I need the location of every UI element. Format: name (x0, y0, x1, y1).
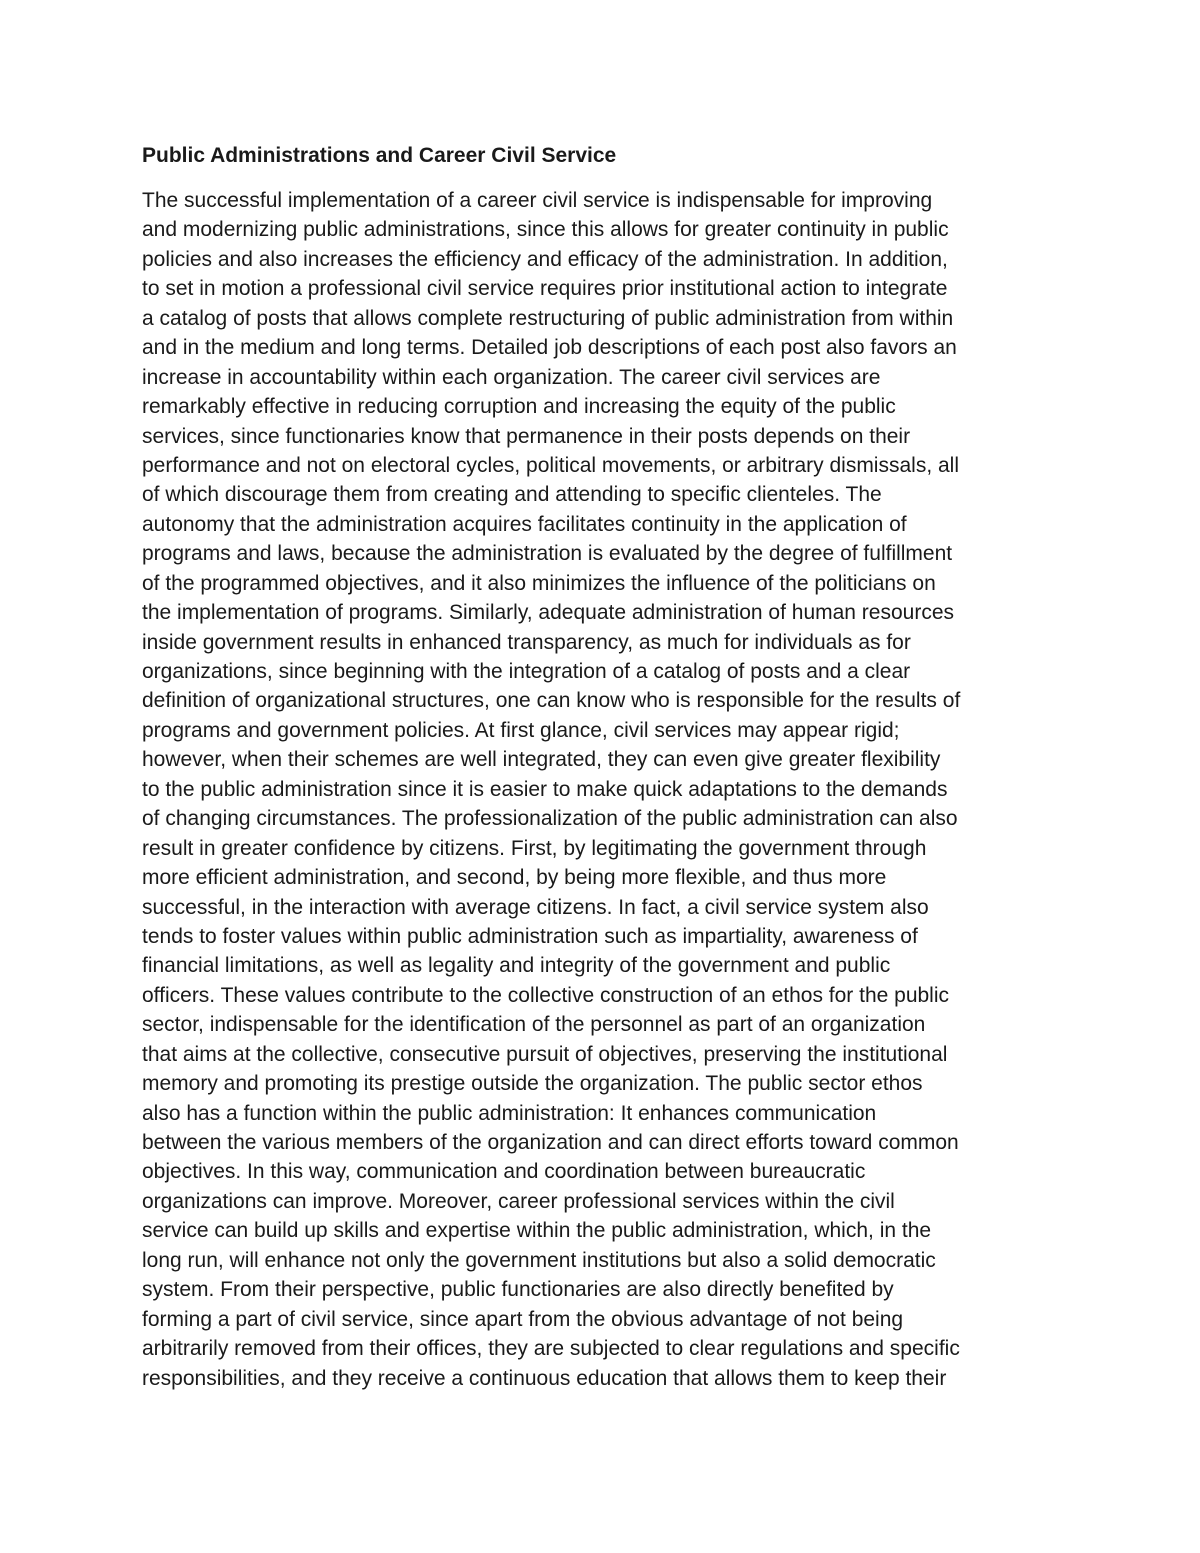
body-line: objectives. In this way, communication and coordination between bureaucratic (142, 1160, 866, 1184)
body-line: sector, indispensable for the identification of the personnel as part of an organization (142, 1013, 926, 1037)
body-line: and modernizing public administrations, since this allows for greater continuity in public (142, 218, 949, 242)
body-line: definition of organizational structures, one can know who is responsible for the results of (142, 689, 961, 713)
body-line: remarkably effective in reducing corruption and increasing the equity of the public (142, 395, 896, 419)
body-line: a catalog of posts that allows complete restructuring of public administration from within (142, 306, 954, 330)
body-line: between the various members of the organization and can direct efforts toward common (142, 1131, 959, 1154)
body-line: successful, in the interaction with average citizens. In fact, a civil service system also (142, 895, 929, 919)
body-line: service can build up skills and expertise within the public administration, which, in the (142, 1219, 932, 1243)
body-line: more efficient administration, and second, by being more flexible, and thus more (142, 866, 887, 890)
body-line: to set in motion a professional civil service requires prior institutional action to integrate (142, 277, 948, 301)
body-line: inside government results in enhanced transparency, as much for individuals as for (142, 630, 911, 654)
body-line: arbitrarily removed from their offices, they are subjected to clear regulations and specific (142, 1337, 960, 1361)
body-line: the implementation of programs. Similarly, adequate administration of human resources (142, 601, 955, 625)
document-body (142, 186, 1072, 1393)
body-line: also has a function within the public administration: It enhances communication (142, 1101, 877, 1125)
body-line: tends to foster values within public administration such as impartiality, awareness of (142, 924, 918, 948)
body-line: memory and promoting its prestige outside the organization. The public sector ethos (142, 1072, 923, 1096)
body-line: organizations can improve. Moreover, career professional services within the civil (142, 1189, 895, 1213)
body-line: programs and government policies. At first glance, civil services may appear rigid; (142, 718, 900, 742)
body-line: of which discourage them from creating and attending to specific clienteles. The (142, 483, 882, 507)
body-line: system. From their perspective, public functionaries are also directly benefited by (142, 1278, 894, 1302)
body-line: The successful implementation of a career civil service is indispensable for improving (142, 189, 933, 212)
body-line: performance and not on electoral cycles, political movements, or arbitrary dismissals, all (142, 453, 960, 477)
body-line: however, when their schemes are well integrated, they can even give greater flexibility (142, 748, 941, 772)
body-line: and in the medium and long terms. Detailed job descriptions of each post also favors an (142, 336, 957, 360)
body-line: to the public administration since it is easier to make quick adaptations to the demands (142, 777, 948, 801)
body-line: forming a part of civil service, since apart from the obvious advantage of not being (142, 1307, 904, 1331)
body-line: that aims at the collective, consecutive pursuit of objectives, preserving the institutional (142, 1042, 948, 1066)
body-line: of the programmed objectives, and it also minimizes the influence of the politicians on (142, 571, 936, 595)
body-line: responsibilities, and they receive a continuous education that allows them to keep their (142, 1366, 947, 1390)
body-line: policies and also increases the efficiency and efficacy of the administration. In addition, (142, 247, 948, 271)
body-line: autonomy that the administration acquires facilitates continuity in the application of (142, 512, 907, 536)
body-line: of changing circumstances. The professionalization of the public administration can also (142, 807, 958, 831)
body-line: services, since functionaries know that permanence in their posts depends on their (142, 424, 911, 448)
document-title: Public Administrations and Career Civil Service (142, 144, 617, 167)
body-line: long run, will enhance not only the government institutions but also a solid democratic (142, 1248, 936, 1272)
body-line: officers. These values contribute to the collective construction of an ethos for the public (142, 983, 950, 1007)
body-line: organizations, since beginning with the integration of a catalog of posts and a clear (142, 660, 911, 683)
body-line: increase in accountability within each organization. The career civil services are (142, 365, 881, 389)
body-line: financial limitations, as well as legality and integrity of the government and public (142, 954, 891, 978)
body-line: programs and laws, because the administration is evaluated by the degree of fulfillment (142, 542, 953, 566)
body-line: result in greater confidence by citizens. First, by legitimating the government through (142, 836, 927, 860)
